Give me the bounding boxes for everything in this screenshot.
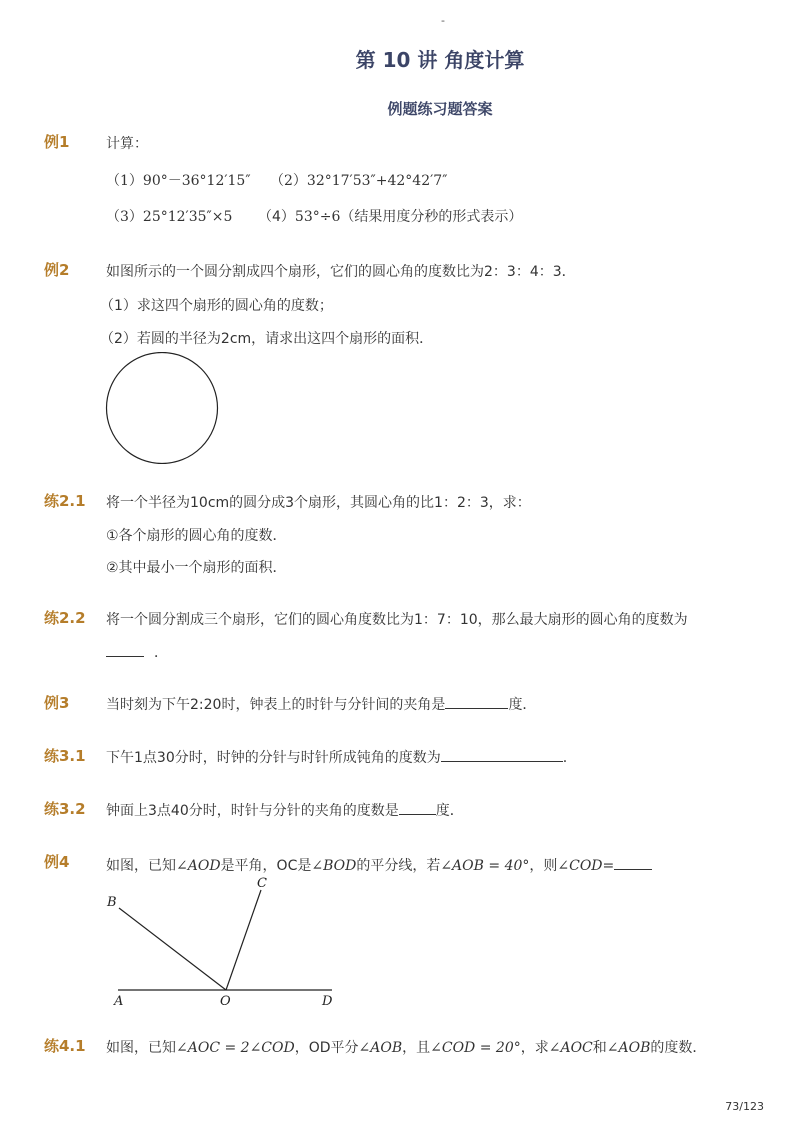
practice-2-2-answer-line: ． [106,642,168,662]
example-3-label: 例3 [44,694,70,712]
practice-3-1-text: 下午1点30分时，时钟的分针与时针所成钝角的度数为 . [106,750,568,766]
example-4-text: 如图，已知∠AOD是平角，OC是∠BOD的平分线，若∠AOB = 40°，则∠COD= [106,855,652,875]
point-label-c: C [257,876,267,891]
answer-blank[interactable] [614,857,652,870]
example-2-label: 例2 [44,261,70,279]
page-number: 73/123 [725,1100,764,1113]
example-1-label: 例1 [44,133,70,151]
page-title: 第 10 讲 角度计算 [355,48,525,72]
angle-figure [100,872,350,1012]
example-1-part-3: （3）25°12′35″×5 [106,209,233,225]
ray-oc [226,890,261,990]
point-label-o: O [220,994,231,1009]
example-1-prompt: 计算： [106,136,148,152]
ray-ob [119,908,226,990]
practice-3-2-label: 练3.2 [44,800,86,818]
practice-2-1-label: 练2.1 [44,492,86,510]
practice-2-1-question-1: ①各个扇形的圆心角的度数． [106,528,287,544]
example-2-question-1: （1）求这四个扇形的圆心角的度数； [100,298,333,314]
practice-4-1-label: 练4.1 [44,1037,86,1055]
example-1-part-2: （2）32°17′53″+42°42′7″ [270,173,448,189]
practice-2-2-text: 将一个圆分割成三个扇形，它们的圆心角度数比为1：7：10，那么最大扇形的圆心角的度数为 [106,612,688,628]
example-2-text: 如图所示的一个圆分割成四个扇形，它们的圆心角的度数比为2：3：4：3． [106,264,576,280]
example-2-question-2: （2）若圆的半径为2cm，请求出这四个扇形的面积． [100,331,434,347]
example-1-part-1: （1）90°－36°12′15″ [106,173,251,189]
example-1-part-4: （4）53°÷6（结果用度分秒的形式表示） [258,209,523,225]
practice-2-1-question-2: ②其中最小一个扇形的面积． [106,560,287,576]
point-label-d: D [322,994,333,1009]
answer-blank[interactable] [445,696,508,709]
point-label-a: A [114,994,124,1009]
header-mark: - [441,14,445,27]
answer-blank[interactable] [441,749,563,762]
practice-3-1-label: 练3.1 [44,747,86,765]
page-subtitle: 例题练习题答案 [387,100,493,118]
practice-2-2-label: 练2.2 [44,609,86,627]
circle-figure [100,352,226,464]
answer-blank[interactable] [106,644,144,657]
practice-2-1-text: 将一个半径为10cm的圆分成3个扇形，其圆心角的比1：2：3，求： [106,495,531,511]
example-4-label: 例4 [44,853,70,871]
practice-4-1-text: 如图，已知∠AOC = 2∠COD，OD平分∠AOB，且∠COD = 20°，求∠AOC和∠AOB的度数． [106,1040,707,1056]
practice-3-2-text: 钟面上3点40分时，时针与分针的夹角的度数是 度． [106,803,464,819]
point-label-b: B [107,895,117,910]
answer-blank[interactable] [399,802,436,815]
example-3-text: 当时刻为下午2:20时，钟表上的时针与分针间的夹角是 度． [106,697,537,713]
